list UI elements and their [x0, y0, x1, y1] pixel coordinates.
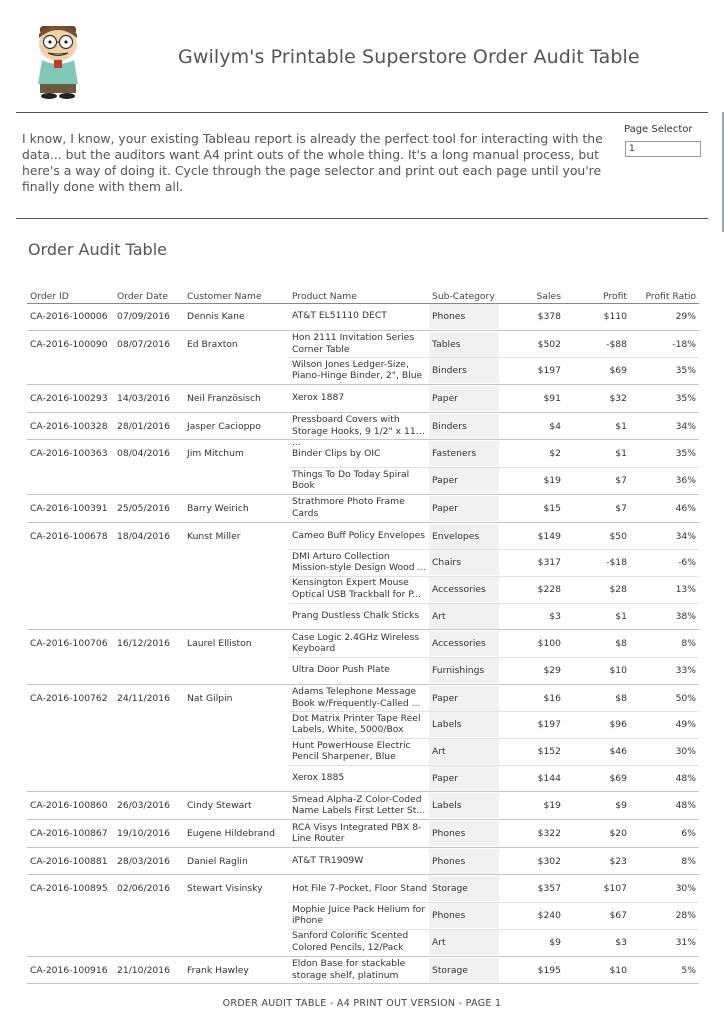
profit-ratio-cell: 31% — [675, 936, 696, 948]
product-name-cell — [292, 766, 428, 790]
product-name-text: Cameo Buff Policy Envelopes — [292, 529, 426, 541]
product-name-cell — [292, 876, 428, 900]
sub-category-cell: Art — [429, 930, 499, 955]
product-name-cell — [292, 524, 428, 548]
order-date-cell: 14/03/2016 — [117, 393, 170, 405]
product-name-text: Dot Matrix Printer Tape Reel Labels, White, 5000/Box — [292, 712, 421, 736]
profit-cell: $23 — [609, 855, 627, 867]
order-info — [27, 875, 289, 902]
sub-category-cell: Furnishings — [429, 658, 499, 683]
profit-cell: $96 — [609, 719, 627, 731]
profit-cell: $46 — [609, 746, 627, 757]
order-id-cell: CA-2016-100706 — [30, 638, 108, 650]
sub-category-cell: Phones — [429, 903, 499, 928]
table-row[interactable] — [289, 603, 699, 630]
profit-cell: $107 — [603, 883, 627, 895]
sub-category-cell: Accessories — [429, 577, 499, 602]
sub-category-cell: Paper — [429, 468, 499, 493]
profit-cell: -$88 — [606, 338, 627, 350]
sales-cell: $19 — [543, 800, 561, 812]
product-name-cell — [292, 386, 428, 410]
order-id-cell: CA-2016-100090 — [30, 338, 108, 350]
customer-name-cell: Neil Französisch — [187, 393, 261, 405]
order-date-cell: 08/07/2016 — [117, 338, 170, 350]
order-info — [27, 792, 289, 819]
product-name-text: Kensington Expert Mouse Optical USB Trackball for P... — [292, 577, 422, 600]
profit-ratio-cell: 13% — [675, 583, 696, 595]
customer-name-cell: Jim Mitchum — [187, 448, 244, 460]
order-group — [27, 495, 699, 523]
profit-ratio-cell: 8% — [681, 638, 696, 650]
order-date-cell: 08/04/2016 — [117, 448, 170, 460]
order-info — [27, 495, 289, 522]
profit-ratio-cell: 46% — [675, 502, 696, 514]
section-title: Order Audit Table — [28, 240, 167, 259]
profit-cell: $8 — [615, 638, 627, 650]
header-divider — [16, 112, 708, 113]
product-name-cell — [292, 441, 428, 465]
order-info — [27, 413, 289, 440]
table-row[interactable] — [289, 792, 699, 819]
profit-cell: $7 — [615, 502, 627, 514]
order-info — [27, 440, 289, 467]
page-selector-input[interactable] — [625, 141, 701, 157]
sub-category-cell: Phones — [429, 304, 499, 329]
product-name-text: AT&T TR1909W — [292, 855, 364, 866]
profit-cell: $3 — [615, 936, 627, 948]
order-id-cell: CA-2016-100895 — [30, 883, 108, 895]
column-header-profit[interactable]: Profit — [603, 291, 627, 302]
profit-cell: $20 — [609, 828, 627, 840]
sub-category-cell: Envelopes — [429, 524, 499, 549]
cartoon-boy-avatar-icon — [28, 20, 88, 100]
sub-category-cell: Chairs — [429, 550, 499, 575]
profit-ratio-cell: 36% — [675, 475, 696, 487]
order-date-cell: 24/11/2016 — [117, 692, 170, 704]
table-row[interactable] — [289, 902, 699, 929]
customer-name-cell: Barry Weirich — [187, 502, 249, 514]
table-row[interactable] — [289, 765, 699, 792]
order-group — [27, 957, 699, 985]
profit-cell: $67 — [609, 910, 627, 922]
table-row[interactable] — [289, 875, 699, 902]
table-row[interactable] — [289, 357, 699, 384]
sales-cell: $15 — [543, 502, 561, 514]
column-header-order-id[interactable]: Order ID — [30, 291, 69, 302]
order-group — [27, 413, 699, 449]
order-id-cell: CA-2016-100762 — [30, 692, 108, 704]
column-header-sales[interactable]: Sales — [536, 291, 561, 302]
profit-ratio-cell: 8% — [681, 855, 696, 867]
profit-cell: -$18 — [606, 557, 627, 569]
order-id-cell: CA-2016-100867 — [30, 828, 108, 840]
order-group — [27, 303, 699, 331]
profit-ratio-cell: 5% — [681, 964, 696, 976]
table-row[interactable] — [289, 929, 699, 956]
customer-name-cell: Daniel Raglin — [187, 855, 248, 867]
order-date-cell: 16/12/2016 — [117, 638, 170, 650]
page-title: Gwilym's Printable Superstore Order Audit Table — [178, 46, 640, 68]
order-audit-table — [27, 290, 699, 984]
page-footer: ORDER AUDIT TABLE - A4 PRINT OUT VERSION - PAGE 1 — [222, 998, 502, 1009]
product-name-cell — [292, 358, 428, 382]
profit-ratio-cell: 28% — [675, 910, 696, 922]
profit-ratio-cell: -18% — [672, 338, 696, 350]
product-name-cell — [292, 577, 428, 601]
product-name-text: AT&T EL51110 DECT — [292, 310, 387, 322]
sales-cell: $16 — [543, 692, 561, 704]
sub-category-cell: Paper — [429, 386, 499, 411]
product-name-text: Prang Dustless Chalk Sticks — [292, 609, 420, 621]
order-info — [27, 385, 289, 412]
sales-cell: $302 — [537, 855, 561, 867]
order-id-cell: CA-2016-100860 — [30, 800, 108, 812]
order-info — [27, 630, 289, 657]
customer-name-cell: Kunst Miller — [187, 530, 241, 542]
product-name-cell — [292, 631, 428, 655]
customer-name-cell: Cindy Stewart — [187, 800, 252, 812]
product-name-text: Sanford Colorific Scented Colored Pencils, 12/Pack — [292, 930, 409, 953]
sales-cell: $322 — [537, 828, 561, 840]
product-name-text: Ultra Door Push Plate — [292, 664, 390, 676]
order-id-cell: CA-2016-100006 — [30, 311, 108, 322]
table-row[interactable] — [289, 549, 699, 576]
sales-cell: $228 — [537, 583, 561, 595]
profit-cell: $50 — [609, 530, 627, 542]
product-name-text: Mophie Juice Pack Helium for iPhone — [292, 903, 426, 927]
product-name-text: Binder Clips by OIC — [292, 447, 381, 459]
column-header-sub-category[interactable]: Sub-Category — [432, 291, 495, 302]
profit-cell: $32 — [609, 393, 627, 405]
profit-cell: $1 — [615, 448, 627, 460]
table-row[interactable] — [289, 413, 699, 449]
product-name-cell — [292, 821, 428, 845]
profit-cell: $7 — [615, 475, 627, 487]
order-group — [27, 440, 699, 494]
order-id-cell: CA-2016-100391 — [30, 502, 108, 514]
order-group — [27, 685, 699, 793]
profit-ratio-cell: 35% — [675, 393, 696, 405]
product-name-cell — [292, 332, 428, 356]
column-header-customer-name[interactable]: Customer Name — [187, 291, 262, 302]
order-group — [27, 875, 699, 956]
order-id-cell: CA-2016-100293 — [30, 393, 108, 405]
sales-cell: $195 — [537, 964, 561, 976]
product-name-cell — [292, 468, 428, 492]
order-date-cell: 02/06/2016 — [117, 883, 170, 895]
order-group — [27, 792, 699, 820]
product-name-cell — [292, 930, 428, 954]
product-name-cell — [292, 304, 428, 328]
column-header-product-name[interactable]: Product Name — [292, 291, 357, 302]
sub-category-cell: Labels — [429, 793, 499, 818]
sales-cell: $149 — [537, 530, 561, 542]
profit-ratio-cell: 35% — [675, 448, 696, 460]
product-name-text: Xerox 1887 — [292, 392, 345, 404]
order-info — [27, 685, 289, 712]
sales-cell: $152 — [537, 746, 561, 757]
sales-cell: $29 — [543, 664, 561, 676]
product-name-cell — [292, 712, 428, 736]
profit-cell: $110 — [603, 311, 627, 322]
column-header-profit-ratio[interactable]: Profit Ratio — [645, 291, 696, 302]
product-name-cell — [292, 903, 428, 927]
sub-category-cell: Phones — [429, 849, 499, 874]
order-date-cell: 07/09/2016 — [117, 311, 170, 322]
customer-name-cell: Dennis Kane — [187, 311, 245, 322]
profit-ratio-cell: 30% — [675, 746, 696, 757]
product-name-text: Things To Do Today Spiral Book — [292, 468, 410, 492]
profit-ratio-cell: 38% — [675, 610, 696, 622]
sub-category-cell: Paper — [429, 496, 499, 521]
sub-category-cell: Binders — [429, 414, 499, 439]
profit-ratio-cell: 49% — [675, 719, 696, 731]
profit-ratio-cell: 30% — [675, 883, 696, 895]
profit-ratio-cell: 34% — [675, 530, 696, 542]
product-name-text: Xerox 1885 — [292, 771, 345, 783]
sub-category-cell: Tables — [429, 332, 499, 357]
profit-cell: $10 — [609, 964, 627, 976]
order-info — [27, 820, 289, 847]
product-name-text: Hon 2111 Invitation Series Corner Table — [292, 332, 415, 355]
sub-category-cell: Storage — [429, 876, 499, 901]
table-row[interactable] — [289, 523, 699, 550]
sub-category-cell: Phones — [429, 821, 499, 846]
order-info — [27, 303, 289, 330]
table-row[interactable] — [289, 495, 699, 522]
profit-ratio-cell: 33% — [675, 664, 696, 676]
table-body — [27, 303, 699, 984]
order-info — [27, 523, 289, 550]
order-info — [27, 957, 289, 984]
profit-cell: $69 — [609, 772, 627, 784]
table-row[interactable] — [289, 576, 699, 603]
order-id-cell: CA-2016-100916 — [30, 964, 108, 976]
sales-cell: $91 — [543, 393, 561, 405]
profit-ratio-cell: 29% — [675, 311, 696, 322]
profit-ratio-cell: 6% — [681, 828, 696, 840]
order-id-cell: CA-2016-100678 — [30, 530, 108, 542]
order-date-cell: 25/05/2016 — [117, 502, 170, 514]
profit-ratio-cell: 34% — [675, 420, 696, 432]
sales-cell: $197 — [537, 365, 561, 377]
sub-category-cell: Labels — [429, 712, 499, 737]
order-group — [27, 331, 699, 385]
product-name-cell — [292, 793, 428, 817]
order-group — [27, 630, 699, 684]
profit-cell: $9 — [615, 800, 627, 812]
order-id-cell: CA-2016-100328 — [30, 420, 108, 432]
sub-category-cell: Paper — [429, 686, 499, 711]
sub-category-cell: Paper — [429, 766, 499, 791]
profit-ratio-cell: 48% — [675, 772, 696, 784]
profit-ratio-cell: 50% — [675, 692, 696, 704]
product-name-cell — [292, 958, 428, 982]
product-name-text: Smead Alpha-Z Color-Coded Name Labels First Letter St... — [292, 793, 426, 817]
table-row[interactable] — [289, 630, 699, 657]
product-name-cell — [292, 414, 428, 449]
customer-name-cell: Frank Hawley — [187, 964, 249, 976]
table-row[interactable] — [289, 848, 699, 875]
customer-name-cell: Ed Braxton — [187, 338, 238, 350]
sales-cell: $197 — [537, 719, 561, 731]
table-row[interactable] — [289, 685, 699, 712]
order-date-cell: 26/03/2016 — [117, 800, 170, 812]
table-row[interactable] — [289, 738, 699, 765]
profit-ratio-cell: -6% — [678, 557, 696, 569]
product-name-cell — [292, 686, 428, 710]
order-id-cell: CA-2016-100363 — [30, 448, 108, 460]
sub-category-cell: Binders — [429, 358, 499, 383]
sales-cell: $19 — [543, 475, 561, 487]
product-name-cell — [292, 658, 428, 682]
order-date-cell: 18/04/2016 — [117, 530, 170, 542]
sub-category-cell: Art — [429, 604, 499, 629]
table-row[interactable] — [289, 331, 699, 358]
product-name-cell — [292, 496, 428, 520]
product-name-text: Hunt PowerHouse Electric Pencil Sharpener, Blue — [292, 739, 411, 762]
table-row[interactable] — [289, 820, 699, 847]
order-date-cell: 19/10/2016 — [117, 828, 170, 840]
profit-cell: $10 — [609, 664, 627, 676]
sales-cell: $100 — [537, 638, 561, 650]
profit-cell: $1 — [615, 610, 627, 622]
customer-name-cell: Laurel Elliston — [187, 638, 252, 650]
table-row[interactable] — [289, 657, 699, 684]
order-info — [27, 848, 289, 875]
product-name-text: Adams Telephone Message Book w/Frequently-Called ... — [292, 686, 421, 709]
product-name-text: Pressboard Covers with Storage Hooks, 9 1/2" x 11", ... — [292, 414, 423, 449]
sales-cell: $4 — [549, 420, 561, 432]
product-name-text: Hot File 7-Pocket, Floor Stand — [292, 882, 427, 894]
order-date-cell: 28/03/2016 — [117, 855, 170, 867]
sales-cell: $144 — [537, 772, 561, 784]
profit-cell: $1 — [615, 420, 627, 432]
order-group — [27, 385, 699, 413]
product-name-cell — [292, 604, 428, 628]
intro-divider — [16, 218, 708, 219]
table-row[interactable] — [289, 440, 699, 467]
order-info — [27, 331, 289, 358]
order-group — [27, 523, 699, 631]
product-name-text: Eldon Base for stackable storage shelf, platinum — [292, 958, 406, 981]
table-header — [27, 290, 699, 303]
sales-cell: $502 — [537, 338, 561, 350]
order-group — [27, 848, 699, 876]
profit-cell: $69 — [609, 365, 627, 377]
product-name-cell — [292, 550, 428, 574]
sales-cell: $9 — [549, 936, 561, 948]
customer-name-cell: Eugene Hildebrand — [187, 828, 275, 840]
table-row[interactable] — [289, 385, 699, 412]
customer-name-cell: Stewart Visinsky — [187, 883, 263, 895]
table-row[interactable] — [289, 303, 699, 330]
table-row[interactable] — [289, 467, 699, 494]
table-row[interactable] — [289, 957, 699, 984]
sub-category-cell: Art — [429, 739, 499, 764]
product-name-text: Wilson Jones Ledger-Size, Piano-Hinge Binder, 2", Blue — [292, 358, 423, 382]
column-header-order-date[interactable]: Order Date — [117, 291, 168, 302]
sales-cell: $378 — [537, 311, 561, 322]
order-date-cell: 28/01/2016 — [117, 420, 170, 432]
profit-cell: $28 — [609, 583, 627, 595]
sales-cell: $357 — [537, 883, 561, 895]
product-name-text: DMI Arturo Collection Mission-style Design Wood ... — [292, 550, 427, 574]
product-name-text: RCA Visys Integrated PBX 8-Line Router — [292, 821, 422, 845]
sub-category-cell: Fasteners — [429, 441, 499, 466]
product-name-text: Strathmore Photo Frame Cards — [292, 496, 405, 519]
profit-ratio-cell: 48% — [675, 800, 696, 812]
order-date-cell: 21/10/2016 — [117, 964, 170, 976]
customer-name-cell: Nat Gilpin — [187, 692, 233, 704]
sales-cell: $240 — [537, 910, 561, 922]
product-name-cell — [292, 739, 428, 763]
profit-ratio-cell: 35% — [675, 365, 696, 377]
product-name-text: Case Logic 2.4GHz Wireless Keyboard — [292, 631, 420, 655]
intro-text: I know, I know, your existing Tableau report is already the perfect tool for interacting with the data... but the auditors want A4 print outs of the whole thing. It's a long manual process, but here's a way of doing it. Cycle through the page selector and print out each page until you're finally done with them all. — [22, 131, 603, 194]
product-name-cell — [292, 849, 428, 873]
sub-category-cell: Accessories — [429, 631, 499, 656]
customer-name-cell: Jasper Cacioppo — [187, 420, 261, 432]
page-selector-label: Page Selector — [624, 124, 693, 135]
sales-cell: $3 — [549, 610, 561, 622]
sales-cell: $2 — [549, 448, 561, 460]
table-row[interactable] — [289, 711, 699, 738]
profit-cell: $8 — [615, 692, 627, 704]
order-group — [27, 820, 699, 848]
sales-cell: $317 — [537, 557, 561, 569]
order-id-cell: CA-2016-100881 — [30, 855, 108, 867]
sub-category-cell: Storage — [429, 958, 499, 983]
